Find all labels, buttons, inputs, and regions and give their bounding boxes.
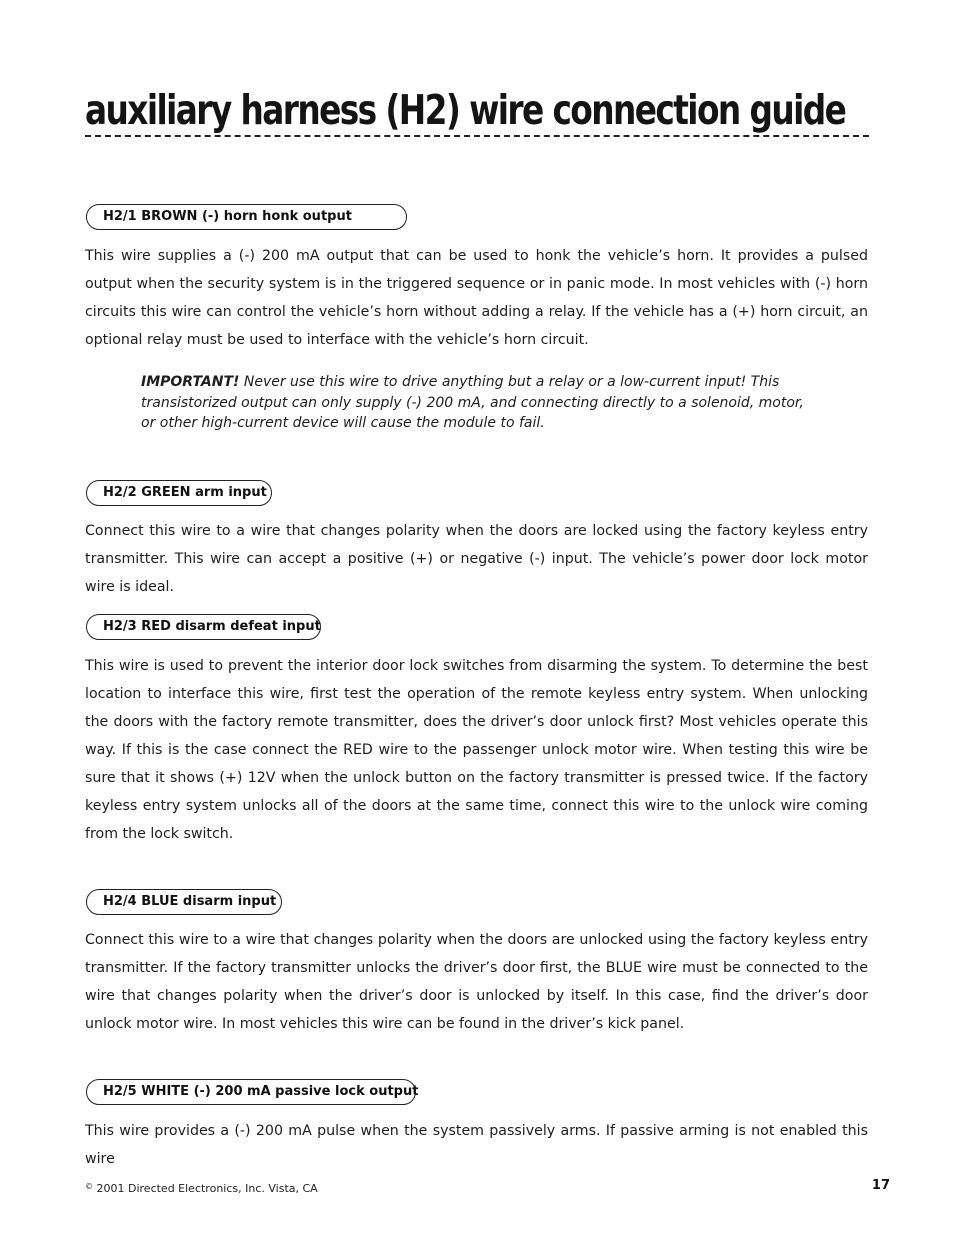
wire-description-h2-5: This wire provides a (-) 200 mA pulse when the system passively arms. If passive arming is not enabled this wire xyxy=(85,1123,868,1167)
wire-description-h2-3: This wire is used to prevent the interior door lock switches from disarming the system. To determine the best location to interface this wire, first test the operation of the remote keyless entry system. When unlocking the doors with the factory remote transmitter, does the driver’s door unlock first? Most vehicles operate this way. If this is the case connect the RED wire to the passenger unlock motor wire. When testing this wire be sure that it shows (+) 12V when the unlock button on the factory transmitter is pressed twice. If the factory keyless entry system unlocks all of the doors at the same time, connect this wire to the unlock wire coming from the lock switch. xyxy=(85,658,868,842)
important-note xyxy=(141,372,815,434)
copyright-text: 2001 Directed Electronics, Inc. Vista, CA xyxy=(96,1182,318,1195)
wire-description-h2-4: Connect this wire to a wire that changes polarity when the doors are unlocked using the factory keyless entry transmitter. If the factory transmitter unlocks the driver’s door first, the BLUE wire must be connected to the wire that changes polarity when the driver’s door is unlocked by itself. In this case, find the driver’s door unlock motor wire. In most vehicles this wire can be found in the driver’s kick panel. xyxy=(85,932,868,1032)
wire-description-h2-2: Connect this wire to a wire that changes polarity when the doors are locked using the factory keyless entry transmitter. This wire can accept a positive (+) or negative (-) input. The vehicle’s power door lock motor wire is ideal. xyxy=(85,523,868,595)
footer-copyright xyxy=(85,1179,318,1197)
important-note-lead: IMPORTANT! xyxy=(141,374,240,390)
important-note-text: Never use this wire to drive anything but a relay or a low-current input! This transistorized output can only supply (-) 200 mA, and connecting directly to a solenoid, motor, or other high-current device will cause the module to fail. xyxy=(141,374,804,431)
page-title: auxiliary harness (H2) wire connection guide xyxy=(85,86,846,134)
page-number: 17 xyxy=(871,1178,890,1193)
wire-label-h2-3: H2/3 RED disarm defeat input xyxy=(86,614,321,640)
wire-label-h2-4: H2/4 BLUE disarm input xyxy=(86,889,282,915)
copyright-symbol: © xyxy=(85,1182,93,1191)
wire-description-h2-1: This wire supplies a (-) 200 mA output that can be used to honk the vehicle’s horn. It provides a pulsed output when the security system is in the triggered sequence or in panic mode. In most vehicles with (-) horn circuits this wire can control the vehicle’s horn without adding a relay. If the vehicle has a (+) horn circuit, an optional relay must be used to interface with the vehicle’s horn circuit. xyxy=(85,248,868,348)
wire-label-h2-2: H2/2 GREEN arm input xyxy=(86,480,272,506)
wire-label-h2-1: H2/1 BROWN (-) horn honk output xyxy=(86,204,407,230)
title-dashed-rule xyxy=(85,135,869,137)
wire-label-h2-5: H2/5 WHITE (-) 200 mA passive lock output xyxy=(86,1079,416,1105)
